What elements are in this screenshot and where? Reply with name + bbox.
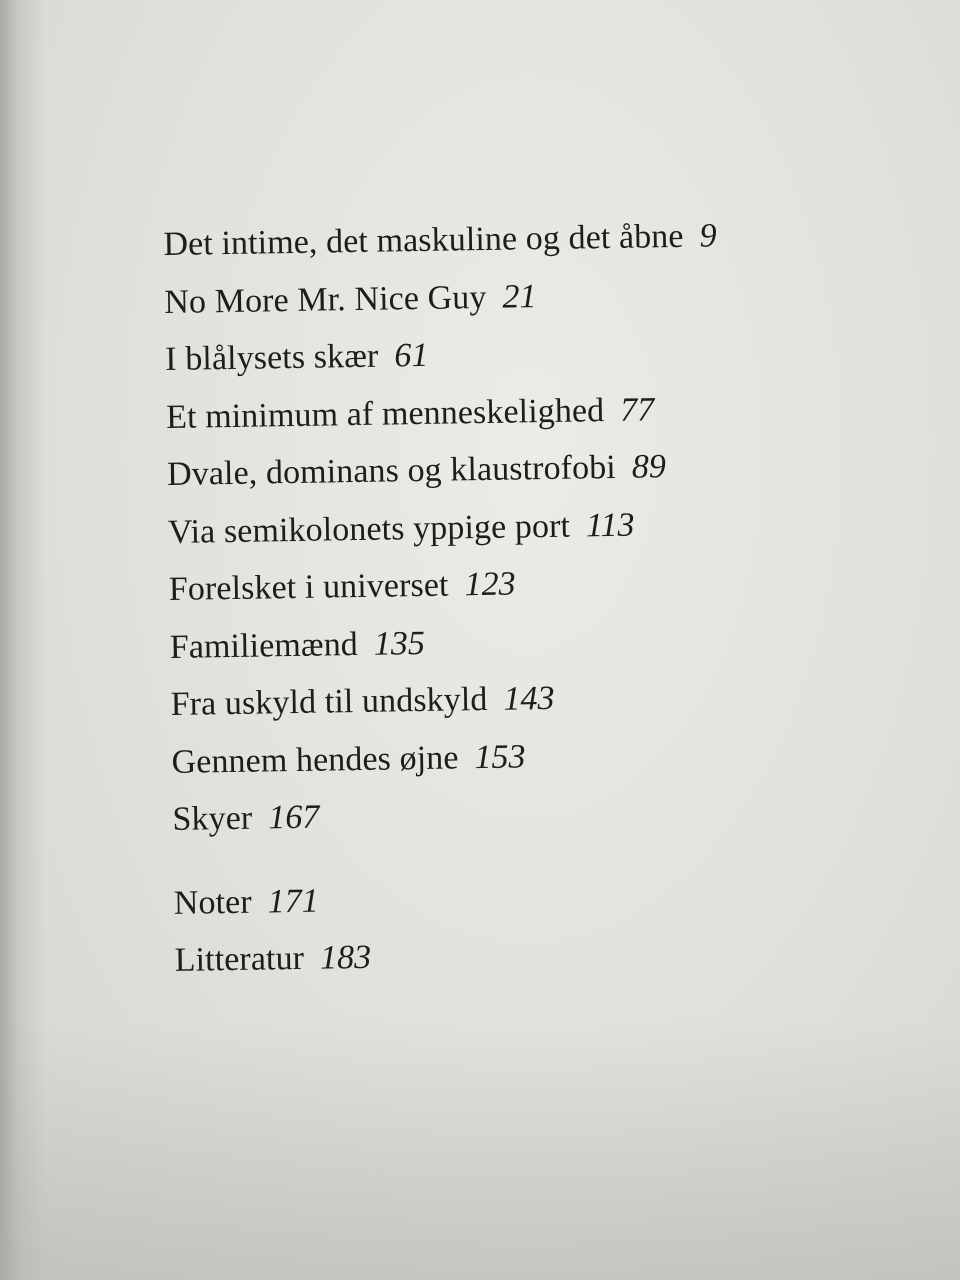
page-number: 89	[631, 448, 667, 486]
chapter-title: Via semikolonets yppige port	[167, 507, 571, 551]
appendix-title: Litteratur	[174, 939, 305, 979]
page-number: 61	[394, 336, 429, 375]
chapter-title: Skyer	[172, 799, 253, 838]
page-number: 77	[619, 390, 655, 429]
page-number: 9	[699, 217, 717, 255]
chapter-title: Dvale, dominans og klaustrofobi	[166, 448, 617, 493]
chapter-title: Gennem hendes øjne	[171, 738, 459, 781]
page-number: 167	[268, 798, 320, 837]
chapter-title: Familiemænd	[169, 625, 359, 666]
toc-entry	[172, 779, 933, 848]
table-of-contents	[163, 204, 935, 989]
chapter-title: No More Mr. Nice Guy	[164, 278, 487, 321]
toc-entry	[174, 920, 935, 989]
chapter-list	[163, 204, 933, 848]
chapter-title: Forelsket i universet	[168, 566, 449, 608]
page-number: 171	[267, 882, 319, 920]
page-number: 113	[585, 506, 635, 544]
page-shade	[0, 1020, 960, 1280]
chapter-title: Et minimum af menneskelighed	[165, 391, 605, 436]
page-number: 135	[373, 624, 426, 663]
page-number: 123	[464, 565, 516, 604]
chapter-title: Fra uskyld til undskyld	[170, 680, 488, 723]
page-number: 183	[319, 938, 372, 977]
page-number: 143	[503, 679, 555, 718]
page-number: 153	[474, 737, 526, 776]
page-number: 21	[502, 277, 537, 316]
appendix-list	[173, 862, 935, 989]
chapter-title: Det intime, det maskuline og det åbne	[163, 217, 684, 263]
chapter-title: I blålysets skær	[164, 337, 379, 378]
appendix-title: Noter	[173, 883, 252, 922]
